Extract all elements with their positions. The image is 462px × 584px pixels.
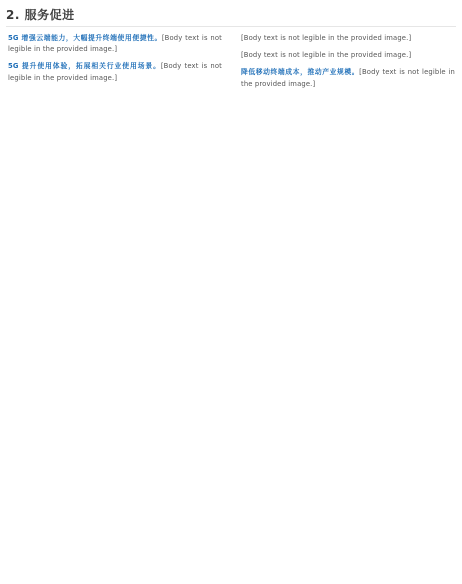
page-title: 2. 服务促进 — [6, 8, 75, 22]
paragraph-body: [Body text is not legible in the provided image.] — [241, 34, 412, 42]
paragraph-body: [Body text is not legible in the provided image.] — [241, 51, 412, 60]
paragraph-terminal-cost — [241, 67, 455, 89]
paragraph-data-growth — [241, 50, 455, 61]
right-column — [241, 33, 455, 96]
paragraph-lead: 降低移动终端成本，推动产业规模。 — [241, 68, 360, 77]
left-column — [8, 33, 222, 90]
paragraph-body: [Body text is not legible in the provided image.] — [8, 62, 222, 82]
paragraph-body: [Body text is not legible in the provided image.] — [241, 68, 455, 88]
paragraph-cloud-capability — [8, 33, 222, 55]
paragraph-continuation — [241, 33, 455, 44]
paragraph-lead: 5G 增强云端能力，大幅提升终端使用便捷性。 — [8, 34, 162, 42]
paragraph-user-experience — [8, 61, 222, 83]
title-divider — [6, 26, 456, 27]
paragraph-body: [Body text is not legible in the provided image.] — [8, 34, 222, 54]
paragraph-lead: 5G 提升使用体验，拓展相关行业使用场景。 — [8, 62, 161, 71]
